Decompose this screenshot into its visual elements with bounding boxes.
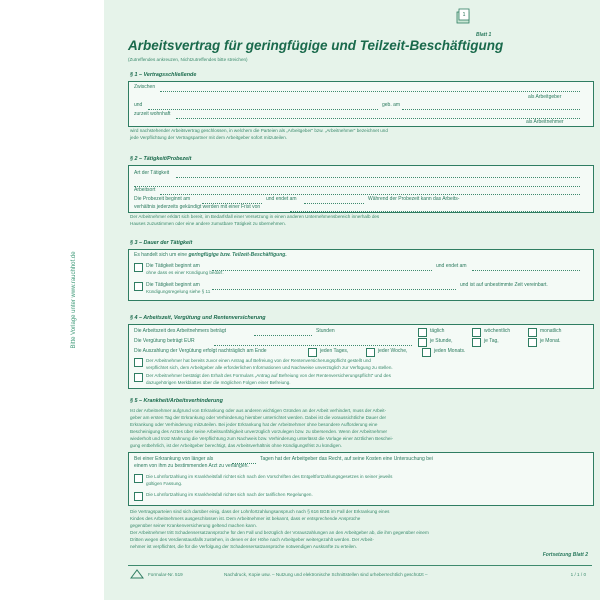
- s5-text-6: gung entbehrlich, ist der Arbeitgeber berechtigt, das Arbeitsverhältnis ohne Kündigungsfrist zu kündigen.: [130, 443, 342, 448]
- section-1-box: [128, 81, 594, 127]
- s3-fixed-note: ohne dass es einer Kündigung bedarf.: [146, 270, 224, 275]
- subtitle: (Zutreffendes ankreuzen, Nichtzutreffendes bitte streichen): [128, 57, 248, 62]
- sheet-label: Blatt 1: [476, 32, 492, 38]
- checkbox-fixed-term[interactable]: [134, 263, 143, 272]
- field-address[interactable]: [176, 118, 580, 119]
- checkbox-daily[interactable]: [418, 328, 427, 337]
- s4-form-1: Der Arbeitnehmer bestätigt den Erhalt des Formulars „Antrag auf Befreiung von der Rentenversicherungspflicht“ und des: [146, 373, 391, 378]
- label-each-week: jeder Woche,: [378, 348, 408, 354]
- label-probation-start: Die Probezeit beginnt am: [134, 196, 191, 202]
- section-1-heading: § 1 – Vertragsschließende: [130, 72, 197, 78]
- checkbox-monthly[interactable]: [528, 328, 537, 337]
- s5-closing-1: Die Vertragsparteien sind sich darüber einig, dass der Lohnfortzahlungsanspruch nach § 616 BGB im Fall der Erkrankung eines: [130, 509, 390, 514]
- s5-closing-4: Der Arbeitnehmer tritt Schadensersatzansprüche für den Fall und bezüglich der Vorauszahlungen an den Arbeitgeber ab, die ihm gegenüber einem: [130, 530, 429, 535]
- checkbox-each-week[interactable]: [366, 348, 375, 357]
- label-job: Art der Tätigkeit: [134, 170, 170, 176]
- s5-closing-2: Kindes des Arbeitnehmers ausgeschlossen ist. Dem Arbeitnehmer ist bekannt, dass er entsprechende Ansprüche: [130, 516, 361, 521]
- checkbox-each-month[interactable]: [422, 348, 431, 357]
- publisher-logo-icon: [130, 569, 144, 579]
- label-sick-exam: Tagen hat der Arbeitgeber das Recht, auf seine Kosten eine Untersuchung bei: [260, 456, 433, 462]
- s5-tariff: Die Lohnfortzahlung im Krankheitsfall richtet sich nach der tariflichen Regelungen.: [146, 492, 313, 497]
- field-pay[interactable]: [214, 345, 412, 346]
- s2-text-2: Hauses zuzustimmen oder eine andere zumutbare Tätigkeit zu übernehmen.: [130, 221, 286, 226]
- label-per-month: je Monat.: [540, 338, 561, 344]
- label-notice: verhältnis jederzeits gekündigt werden mit einer Frist von: [134, 204, 261, 210]
- label-per-hour: je Stunde,: [430, 338, 453, 344]
- s2-text-1: Der Arbeitnehmer erklärt sich bereit, im Bedarfsfall einer Versetzung in einen anderen Unternehmensbereich innerhalb des: [130, 214, 380, 219]
- field-open-start[interactable]: [212, 289, 456, 290]
- label-sick-doctor: einem von ihm zu bestimmenden Arzt zu verlangen.: [134, 463, 249, 469]
- label-fixed-end: und endet am: [436, 263, 467, 269]
- label-monthly: monatlich: [540, 328, 562, 334]
- label-employer: als Arbeitgeber: [528, 94, 562, 100]
- label-workplace: Arbeitsort: [134, 187, 156, 193]
- s5-efzg-1: Die Lohnfortzahlung im Krankheitsfall richtet sich nach den Vorschriften des Entgeltfortzahlungsgesetzes in seiner jeweils: [146, 474, 393, 479]
- label-payout: Die Auszahlung der Vergütung erfolgt nachträglich am Ende: [134, 348, 267, 354]
- form-number-icon: 1: [462, 12, 466, 18]
- label-probation-note: Während der Probezeit kann das Arbeits-: [368, 196, 460, 202]
- s4-pension-1: Der Arbeitnehmer hat bereits zuvor einen Antrag auf Befreiung von der Rentenversicherungspflicht gestellt und: [146, 358, 371, 363]
- field-employee-name[interactable]: [148, 109, 378, 110]
- s5-efzg-2: gültigen Fassung.: [146, 481, 183, 486]
- s5-text-1: Ist der Arbeitnehmer aufgrund von Erkrankung oder aus anderen wichtigen Gründen an der Arbeit verhindert, muss der Arbeit-: [130, 408, 387, 413]
- label-fixed-start: Die Tätigkeit beginnt am: [146, 263, 200, 269]
- checkbox-per-day[interactable]: [472, 338, 481, 347]
- side-note: Bitte Vorlage unter www.rauchhof.de: [71, 251, 77, 349]
- label-each-day: jeden Tages,: [320, 348, 349, 354]
- label-per-day: je Tag,: [484, 338, 499, 344]
- checkbox-form-received[interactable]: [134, 373, 143, 382]
- s3-open-note: Kündigungsregelung siehe § 11: [146, 289, 211, 294]
- continue-label: Fortsetzung Blatt 2: [542, 552, 588, 558]
- form-stack-icon: [456, 8, 470, 24]
- label-employee: als Arbeitnehmer: [526, 119, 564, 125]
- field-probation-end[interactable]: [304, 203, 364, 204]
- section-2-heading: § 2 – Tätigkeit/Probezeit: [130, 156, 192, 162]
- label-birthdate: geb. am: [382, 102, 401, 108]
- field-employer[interactable]: [160, 91, 580, 92]
- s5-closing-5: Dritten wegen des Verdienstausfalls zustehen, in denen er der Höhe nach Arbeitgeber weitergezahlt werden. Der Arbeit-: [130, 537, 374, 542]
- label-address: zurzeit wohnhaft: [134, 111, 171, 117]
- label-open-start: Die Tätigkeit beginnt am: [146, 282, 200, 288]
- checkbox-efzg[interactable]: [134, 474, 143, 483]
- field-job[interactable]: [176, 177, 580, 178]
- checkbox-tariff[interactable]: [134, 492, 143, 501]
- checkbox-each-day[interactable]: [308, 348, 317, 357]
- s4-pension-2: verpflichtet sich, dem Arbeitgeber alle erforderlichen Informationen und Nachweise unverzüglich zur Verfügung zu stellen.: [146, 365, 393, 370]
- s3-intro: Es handelt sich um eine geringfügige bzw. Teilzeit-Beschäftigung.: [134, 252, 287, 258]
- field-notice[interactable]: [290, 211, 580, 212]
- checkbox-open-term[interactable]: [134, 282, 143, 291]
- label-hours-unit: Stunden: [316, 328, 335, 334]
- field-hours[interactable]: [254, 335, 312, 336]
- s4-form-2: dazugehörigen Merkblattes über die möglichen Folgen einer Befreiung.: [146, 380, 291, 385]
- label-und: und: [134, 102, 143, 108]
- s5-text-5: wiederholt und trotz Mahnung die Verpflichtung zum Nachweis bzw. Verhinderung unterlässt die Vorlage einer ärztlichen Beschei-: [130, 436, 394, 441]
- label-open-term: und ist auf unbestimmte Zeit vereinbart.: [460, 282, 548, 288]
- checkbox-per-hour[interactable]: [418, 338, 427, 347]
- form-sheet: [104, 0, 600, 600]
- label-each-month: jeden Monats.: [434, 348, 466, 354]
- field-workplace[interactable]: [160, 194, 580, 195]
- s5-text-4: Bescheinigung des Arztes über seine Arbeitsunfähigkeit unverzüglich vorzulegen bzw. zu übersenden. Wenn der Arbeitnehmer: [130, 429, 388, 434]
- s5-text-2: geber am ersten Tag der Erkrankung oder Verhinderung hierüber unterrichtet werden. Dabei ist die voraussichtliche Dauer der: [130, 415, 387, 420]
- footer-rule: [128, 565, 592, 566]
- field-birthdate[interactable]: [402, 109, 580, 110]
- label-zwischen: Zwischen: [134, 84, 156, 90]
- label-sick-days: Bei einer Erkrankung von länger als: [134, 456, 214, 462]
- label-probation-end: und endet am: [266, 196, 297, 202]
- form-number: Formular-Nr. 519: [148, 572, 183, 577]
- label-daily: täglich: [430, 328, 445, 334]
- section-5-heading: § 5 – Krankheit/Arbeitsverhinderung: [130, 398, 223, 404]
- s5-text-3: Erkrankung oder Verhinderung mitzuteilen. Bei jeder Erkrankung hat der Arbeitnehmer ohne besondere Aufforderung eine: [130, 422, 378, 427]
- s1-text-2: jede Verpflichtung der Vertragspartner mit dem Arbeitgeber sofort mitzuteilen.: [130, 135, 288, 140]
- copyright-note: Nachdruck, Kopie usw. – Nutzung und elektronische Schnittstellen sind urheberrechtlich geschützt –: [224, 572, 428, 577]
- checkbox-weekly[interactable]: [472, 328, 481, 337]
- checkbox-pension-exempt[interactable]: [134, 358, 143, 367]
- field-job-2[interactable]: [134, 186, 580, 187]
- s1-text-1: wird nachstehender Arbeitsvertrag geschlossen, in welchem die Parteien als „Arbeitgeber“ bzw. „Arbeitnehmer“ bezeichnet und: [130, 128, 388, 133]
- section-3-heading: § 3 – Dauer der Tätigkeit: [130, 240, 193, 246]
- checkbox-per-month[interactable]: [528, 338, 537, 347]
- s5-closing-6: nehmer ist verpflichtet, die für die Verfolgung der Schadensersatzansprüche notwendigen Auskünfte zu erteilen.: [130, 544, 358, 549]
- label-pay: Die Vergütung beträgt EUR: [134, 338, 195, 344]
- field-fixed-start[interactable]: [212, 270, 432, 271]
- label-hours: Die Arbeitszeit des Arbeitnehmers beträgt: [134, 328, 226, 334]
- page-title: Arbeitsvertrag für geringfügige und Teilzeit-Beschäftigung: [128, 38, 504, 53]
- field-fixed-end[interactable]: [472, 270, 580, 271]
- page-code: 1 / 1 / 0: [570, 572, 586, 577]
- label-weekly: wöchentlich: [484, 328, 511, 334]
- section-4-heading: § 4 – Arbeitszeit, Vergütung und Rentenversicherung: [130, 315, 266, 321]
- s5-closing-3: gegenüber seiner Krankenversicherung geltend machen kann.: [130, 523, 257, 528]
